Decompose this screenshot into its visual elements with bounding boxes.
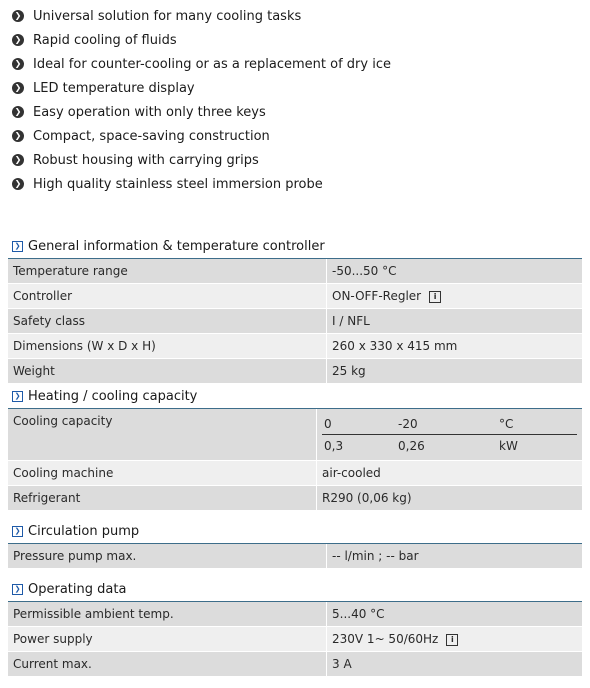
feature-item: ❯ Compact, space-saving construction <box>12 124 590 148</box>
feature-item: ❯ Robust housing with carrying grips <box>12 148 590 172</box>
capacity-grid <box>322 413 577 456</box>
chevron-right-circle-icon: ❯ <box>12 34 24 46</box>
capacity-value: 0,26 <box>398 438 425 453</box>
spec-label: Controller <box>8 284 327 309</box>
feature-item: ❯ High quality stainless steel immersion probe <box>12 172 590 196</box>
spec-value: 5...40 °C <box>327 602 583 627</box>
chevron-right-circle-icon: ❯ <box>12 106 24 118</box>
spec-value: R290 (0,06 kg) <box>317 486 583 511</box>
spec-label: Pressure pump max. <box>8 544 327 569</box>
table-row <box>8 259 582 284</box>
table-row <box>8 284 582 309</box>
circulation-section <box>8 519 582 569</box>
spec-label: Cooling capacity <box>8 409 317 461</box>
feature-item: ❯ Universal solution for many cooling tasks <box>12 4 590 28</box>
spec-value: I / NFL <box>327 309 583 334</box>
spec-value-cell <box>327 284 583 309</box>
spec-table <box>8 259 582 384</box>
feature-item: ❯ LED temperature display <box>12 76 590 100</box>
spec-label: Refrigerant <box>8 486 317 511</box>
table-row <box>8 334 582 359</box>
chevron-right-circle-icon: ❯ <box>12 154 24 166</box>
section-title: Circulation pump <box>28 523 140 539</box>
chevron-right-circle-icon: ❯ <box>12 130 24 142</box>
section-header[interactable] <box>8 234 582 259</box>
arrow-box-icon: ❯ <box>12 241 23 252</box>
chevron-right-circle-icon: ❯ <box>12 10 24 22</box>
spec-label: Safety class <box>8 309 327 334</box>
spec-table <box>8 544 582 569</box>
capacity-grid-cell <box>317 409 583 461</box>
spec-label: Permissible ambient temp. <box>8 602 327 627</box>
feature-item: ❯ Easy operation with only three keys <box>12 100 590 124</box>
capacity-temp-unit: °C <box>497 413 577 435</box>
spec-value: 260 x 330 x 415 mm <box>327 334 583 359</box>
table-row <box>8 652 582 677</box>
operating-section <box>8 577 582 677</box>
chevron-right-circle-icon: ❯ <box>12 58 24 70</box>
table-row <box>8 309 582 334</box>
table-row <box>8 602 582 627</box>
table-row <box>8 461 582 486</box>
section-title: Heating / cooling capacity <box>28 388 198 404</box>
table-row <box>8 409 582 461</box>
general-section <box>8 234 582 384</box>
table-row <box>8 359 582 384</box>
spec-value: -- l/min ; -- bar <box>327 544 583 569</box>
section-header[interactable] <box>8 519 582 544</box>
section-header[interactable] <box>8 384 582 409</box>
spec-value: 230V 1~ 50/60Hz <box>332 632 439 646</box>
info-icon[interactable]: i <box>429 291 441 303</box>
spec-label: Cooling machine <box>8 461 317 486</box>
table-row <box>8 544 582 569</box>
capacity-value-unit: kW <box>499 438 518 453</box>
table-row <box>8 486 582 511</box>
spec-label: Current max. <box>8 652 327 677</box>
info-icon[interactable]: i <box>446 634 458 646</box>
feature-item: ❯ Ideal for counter-cooling or as a replacement of dry ice <box>12 52 590 76</box>
capacity-value: 0,3 <box>324 438 344 453</box>
spec-label: Power supply <box>8 627 327 652</box>
arrow-box-icon: ❯ <box>12 526 23 537</box>
spec-label: Dimensions (W x D x H) <box>8 334 327 359</box>
spec-table <box>8 409 582 511</box>
spec-label: Temperature range <box>8 259 327 284</box>
section-header[interactable] <box>8 577 582 602</box>
spec-value: 3 A <box>327 652 583 677</box>
capacity-temp: 0 <box>322 413 396 435</box>
heating-section <box>8 384 582 511</box>
section-title: General information & temperature controller <box>28 238 325 254</box>
spec-label: Weight <box>8 359 327 384</box>
spec-value: -50...50 °C <box>327 259 583 284</box>
feature-item: ❯ Rapid cooling of fluids <box>12 28 590 52</box>
table-row <box>8 627 582 652</box>
spec-value: 25 kg <box>327 359 583 384</box>
spec-value-cell <box>327 627 583 652</box>
spec-value: ON-OFF-Regler <box>332 289 422 303</box>
arrow-box-icon: ❯ <box>12 391 23 402</box>
arrow-box-icon: ❯ <box>12 584 23 595</box>
chevron-right-circle-icon: ❯ <box>12 82 24 94</box>
feature-list <box>0 0 590 196</box>
section-title: Operating data <box>28 581 127 597</box>
capacity-temp: -20 <box>396 413 497 435</box>
spec-value: air-cooled <box>317 461 583 486</box>
spec-table <box>8 602 582 677</box>
chevron-right-circle-icon: ❯ <box>12 178 24 190</box>
